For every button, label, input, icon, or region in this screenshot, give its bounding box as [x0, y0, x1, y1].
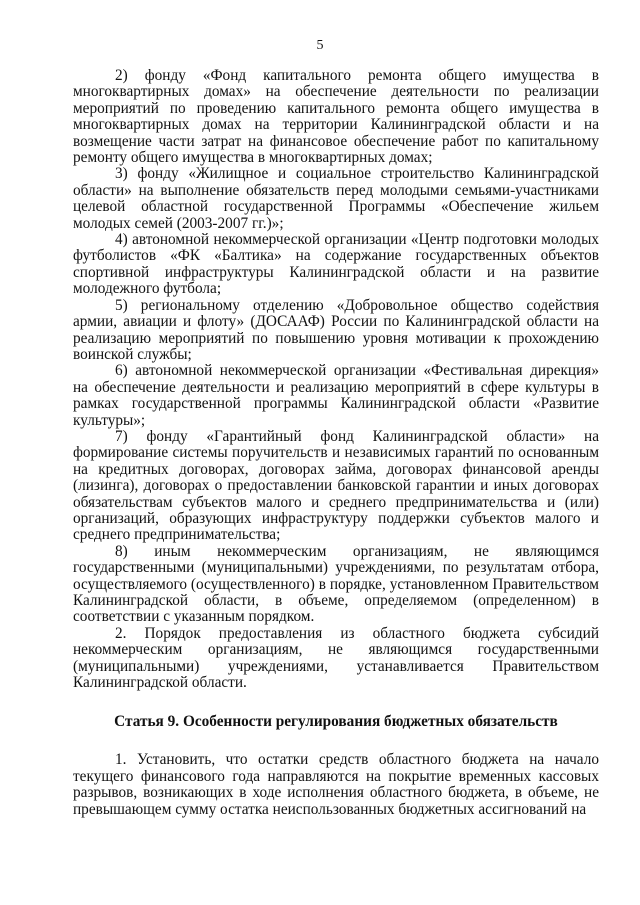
paragraph-item-2: 2) фонду «Фонд капитального ремонта общего имущества в многоквартирных домах» на обеспечение деятельности по реализации мероприятий по проведению капитального ремонта общего имущества в многоквартирных домах на территории Калининградской области и на возмещение части затрат на финансовое обеспечение работ по капитальному ремонту общего имущества в многоквартирных домах;: [73, 67, 599, 167]
paragraph-item-4: 4) автономной некоммерческой организации «Центр подготовки молодых футболистов «ФК «Балтика» на содержание государственных объектов спортивной инфраструктуры Калининградской области и на развитие молодежного футбола;: [73, 231, 599, 298]
paragraph-item-3: 3) фонду «Жилищное и социальное строительство Калининградской области» на выполнение обязательств перед молодыми семьями-участниками целевой областной государственной Программы «Обеспечение жильем молодых семей (2003-2007 гг.)»;: [73, 165, 599, 232]
document-body: [73, 68, 599, 818]
paragraph-article-clause-1: 1. Установить, что остатки средств областного бюджета на начало текущего финансового года направляются на покрытие временных кассовых разрывов, возникающих в ходе исполнения областного бюджета, в объеме, не превышающем сумму остатка неиспользованных бюджетных ассигнований на: [73, 751, 599, 818]
paragraph-item-8: 8) иным некоммерческим организациям, не являющимся государственными (муниципальными) учреждениями, по результатам отбора, осуществляемого (осуществленного) в порядке, установленном Правительством Калининградской области, в объеме, определяемом (определенном) в соответствии с указанным порядком.: [73, 542, 599, 626]
paragraph-clause-2: 2. Порядок предоставления из областного бюджета субсидий некоммерческим организациям, не являющимся государственными (муниципальными) учреждениями, устанавливается Правительством Калининградской области.: [73, 624, 599, 692]
paragraph-item-5: 5) региональному отделению «Добровольное общество содействия армии, авиации и флоту» (ДОСААФ) России по Калининградской области на реализацию мероприятий по повышению уровня мотивации к прохождению воинской службы;: [73, 296, 599, 363]
paragraph-item-6: 6) автономной некоммерческой организации «Фестивальная дирекция» на обеспечение деятельности и реализацию мероприятий в сфере культуры в рамках государственной программы Калининградской области «Развитие культуры»;: [73, 362, 599, 429]
paragraph-item-7: 7) фонду «Гарантийный фонд Калининградской области» на формирование системы поручительств и независимых гарантий по основанным на кредитных договорах, договорах займа, договорах финансовой аренды (лизинга), договорах о предоставлении банковской гарантии и иных договорах обязательствам субъектов малого и среднего предпринимательства и (или) организаций, образующих инфраструктуру поддержки субъектов малого и среднего предпринимательства;: [73, 427, 599, 544]
page-number: 5: [316, 38, 324, 53]
article-heading: Статья 9. Особенности регулирования бюджетных обязательств: [114, 713, 558, 731]
